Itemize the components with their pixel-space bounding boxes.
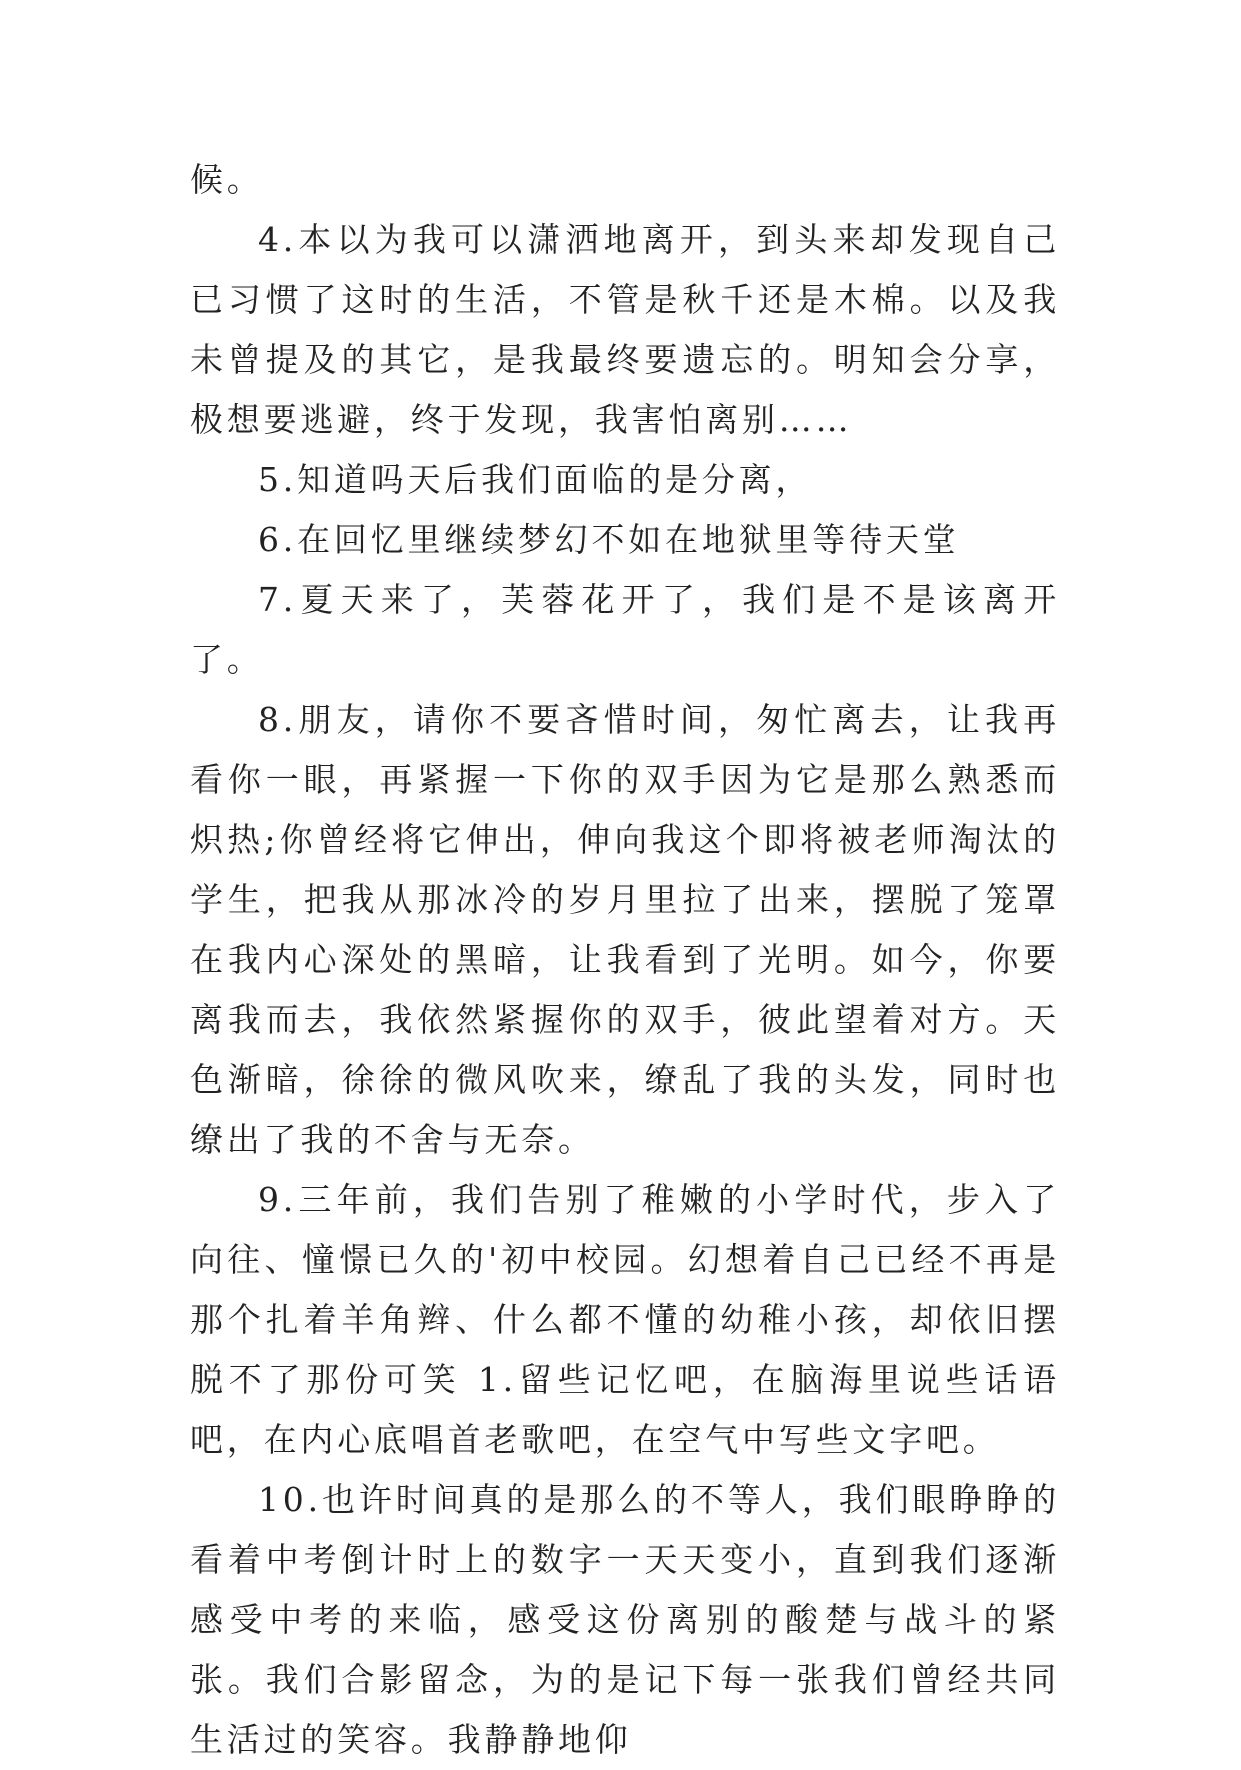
paragraph-item-10: 10.也许时间真的是那么的不等人，我们眼睁睁的看着中考倒计时上的数字一天天变小，直到我们逐渐感受中考的来临，感受这份离别的酸楚与战斗的紧张。我们合影留念，为的是记下每一张我们曾经共同生活过的笑容。我静静地仰 xyxy=(190,1480,1060,1759)
paragraph-item-9: 9.三年前，我们告别了稚嫩的小学时代，步入了向往、憧憬已久的'初中校园。幻想着自己已经不再是那个扎着羊角辫、什么都不懂的幼稚小孩，却依旧摆脱不了那份可笑 1.留些记忆吧，在脑海里说些话语吧，在内心底唱首老歌吧，在空气中写些文字吧。 xyxy=(190,1180,1060,1459)
paragraph-continuation: 候。 xyxy=(190,160,264,199)
paragraph-item-4: 4.本以为我可以潇洒地离开，到头来却发现自己已习惯了这时的生活，不管是秋千还是木棉。以及我未曾提及的其它，是我最终要遗忘的。明知会分享，极想要逃避，终于发现，我害怕离别…… xyxy=(190,220,1060,439)
paragraph-item-6: 6.在回忆里继续梦幻不如在地狱里等待天堂 xyxy=(258,520,960,559)
document-body xyxy=(190,150,1060,1770)
paragraph-item-7: 7.夏天来了，芙蓉花开了，我们是不是该离开了。 xyxy=(190,580,1060,679)
paragraph-item-8: 8.朋友，请你不要吝惜时间，匆忙离去，让我再看你一眼，再紧握一下你的双手因为它是那么熟悉而炽热;你曾经将它伸出，伸向我这个即将被老师淘汰的学生，把我从那冰冷的岁月里拉了出来，摆脱了笼罩在我内心深处的黑暗，让我看到了光明。如今，你要离我而去，我依然紧握你的双手，彼此望着对方。天色渐暗，徐徐的微风吹来，缭乱了我的头发，同时也缭出了我的不舍与无奈。 xyxy=(190,700,1060,1159)
paragraph-item-5: 5.知道吗天后我们面临的是分离， xyxy=(258,460,813,499)
